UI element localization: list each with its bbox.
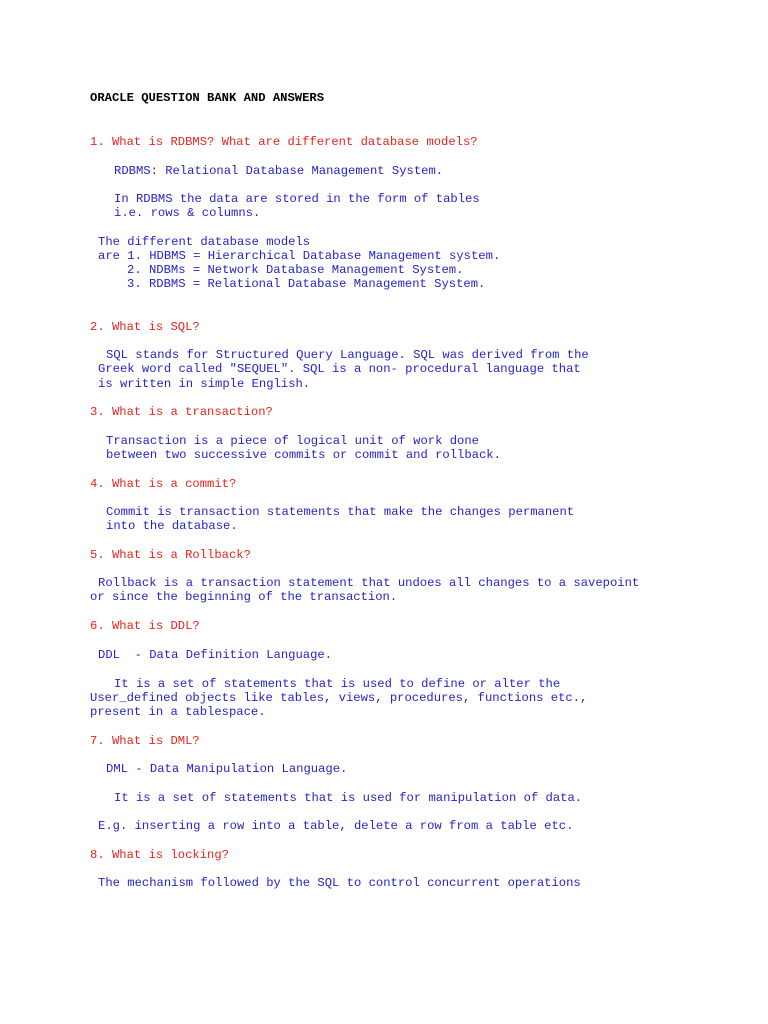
answer-line: is written in simple English. [98, 377, 311, 391]
question-6: 6. What is DDL? [90, 619, 200, 633]
answer-line: Transaction is a piece of logical unit of work done [106, 434, 479, 448]
answer-line: Rollback is a transaction statement that undoes all changes to a savepoint [98, 576, 640, 590]
answer-line: SQL stands for Structured Query Language. SQL was derived from the [106, 348, 589, 362]
question-5: 5. What is a Rollback? [90, 548, 251, 562]
answer-line: The different database models [98, 235, 311, 249]
answer-line: E.g. inserting a row into a table, delete a row from a table etc. [98, 819, 574, 833]
answer-line: Greek word called "SEQUEL". SQL is a non- procedural language that [98, 362, 581, 376]
answer-line: are 1. HDBMS = Hierarchical Database Management system. [98, 249, 501, 263]
answer-line: RDBMS: Relational Database Management System. [114, 164, 444, 178]
answer-line: present in a tablespace. [90, 705, 266, 719]
answer-line: User_defined objects like tables, views, procedures, functions etc., [90, 691, 588, 705]
question-7: 7. What is DML? [90, 734, 200, 748]
question-4: 4. What is a commit? [90, 477, 237, 491]
question-3: 3. What is a transaction? [90, 405, 273, 419]
answer-line: The mechanism followed by the SQL to control concurrent operations [98, 876, 581, 890]
answer-line: DDL - Data Definition Language. [98, 648, 333, 662]
answer-line: or since the beginning of the transaction. [90, 590, 398, 604]
answer-line: into the database. [106, 519, 238, 533]
answer-line: i.e. rows & columns. [114, 206, 261, 220]
answer-line: between two successive commits or commit and rollback. [106, 448, 501, 462]
answer-line: Commit is transaction statements that make the changes permanent [106, 505, 575, 519]
answer-line: DML - Data Manipulation Language. [106, 762, 348, 776]
answer-line: In RDBMS the data are stored in the form of tables [114, 192, 480, 206]
answer-line: 2. NDBMs = Network Database Management System. [127, 263, 464, 277]
document-title: ORACLE QUESTION BANK AND ANSWERS [90, 91, 325, 105]
question-2: 2. What is SQL? [90, 320, 200, 334]
answer-line: 3. RDBMS = Relational Database Management System. [127, 277, 486, 291]
answer-line: It is a set of statements that is used to define or alter the [114, 677, 561, 691]
answer-line: It is a set of statements that is used for manipulation of data. [114, 791, 583, 805]
question-8: 8. What is locking? [90, 848, 229, 862]
question-1: 1. What is RDBMS? What are different database models? [90, 135, 478, 149]
